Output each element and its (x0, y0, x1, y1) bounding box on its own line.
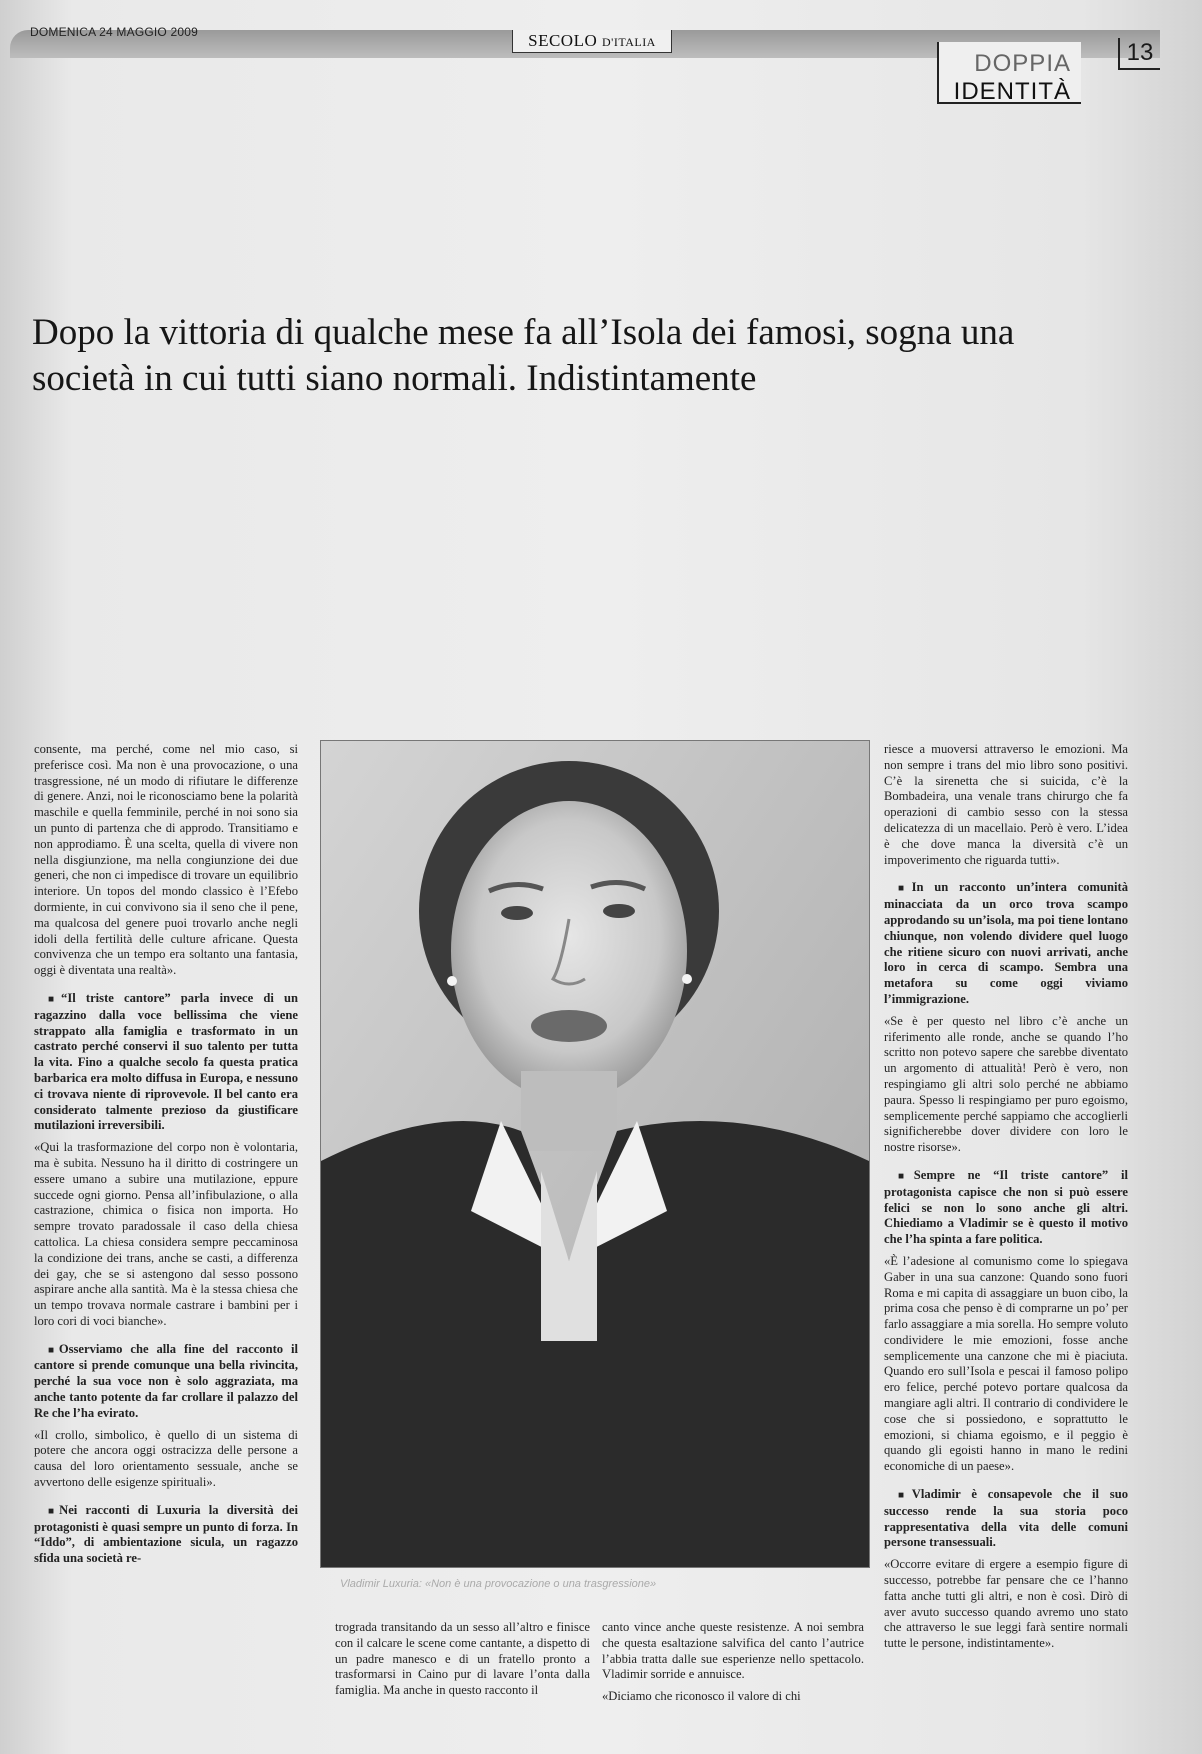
body-paragraph: «Qui la trasformazione del corpo non è volontaria, ma è subita. Nessuno ha il diritto di costringere un essere umano a subire una mutilazione, eppure succede ogni giorno. Pensa all’infibulazione, o alla castrazione, chimica o fisica non importa. Ho sempre trovato paradossale il caso della chiesa cattolica. La chiesa considera sempre peccaminosa la condizione dei trans, anche se casti, a differenza dei gay, che se si astengono dal sesso possono aspirare anche alla santità. Ma è la stessa chiesa che un tempo trovava normale castrare i bambini per i loro cori di voci bianche». (34, 1140, 298, 1328)
issue-date: DOMENICA 24 MAGGIO 2009 (30, 25, 198, 39)
portrait-illustration (321, 741, 869, 1567)
masthead-main: SECOLO (528, 31, 598, 50)
interview-question: ■ Nei racconti di Luxuria la diversità dei protagonisti è quasi sempre un punto di forza. In “Iddo”, di ambientazione sicula, un ragazzo sfida una società re- (34, 1503, 298, 1567)
headline: Dopo la vittoria di qualche mese fa all’Isola dei famosi, sogna una società in cui tutti siano normali. Indistintamente (32, 312, 1015, 399)
text-column-3 (602, 1620, 864, 1720)
interview-question: ■ “Il triste cantore” parla invece di un ragazzino dalla voce bellissima che viene strappato alla famiglia e trasformato in un castrato perché conservi il suo talento per tutta la vita. Fino a qualche secolo fa questa pratica barbarica era molto diffusa in Europa, e nessuno ci trovava niente di riprovevole. Il bel canto era considerato talmente prezioso da giustificare mutilazioni irreversibili. (34, 991, 298, 1134)
interview-question: ■ Sempre ne “Il triste cantore” il protagonista capisce che non si può essere felici se non lo sono anche gli altri. Chiediamo a Vladimir se è questo il motivo che l’ha spinta a fare politica. (884, 1168, 1128, 1248)
body-paragraph: «Occorre evitare di ergere a esempio figure di successo, potrebbe far pensare che ce l’hanno fatta anche tutti gli altri, e non è così. Dirò di aver avuto successo quando avremo uno stato che attraverso le sue leggi farà sentire normali tutte le persone, indistintamente». (884, 1557, 1128, 1651)
body-paragraph: «È l’adesione al comunismo come lo spiegava Gaber in una sua canzone: Quando sono fuori Roma e mi capita di assaggiare un buon cibo, la prima cosa che penso è di comprarne un po’ per farlo assaggiare a mia sorella. Ho sempre voluto condividere le mie emozioni, fosse anche semplicemente una canzone che mi è piaciuta. Quando ero sull’Isola e pescai il famoso polipo ero felice, perché potevo portare qualcosa da mangiare agli altri. Il contrario di condividere le cose che si possiedono, e soprattutto le emozioni, si chiama egoismo, e il peggio è quando gli egoisti hanno in mano le redini economiche di un paese». (884, 1253, 1128, 1474)
masthead (512, 30, 672, 53)
text-column-2 (335, 1620, 590, 1720)
interview-question: ■ Osserviamo che alla fine del racconto il cantore si prende comunque una bella rivincita, perché la sua voce non è solo aggraziata, ma anche tanto potente da far crollare il palazzo del Re che l’ha evirato. (34, 1342, 298, 1422)
section-tag (937, 42, 1081, 104)
masthead-small: D'ITALIA (602, 35, 656, 49)
body-paragraph: «Diciamo che riconosco il valore di chi (602, 1689, 801, 1704)
section-line1: DOPPIA (974, 50, 1071, 77)
body-paragraph: riesce a muoversi attraverso le emozioni. Ma non sempre i trans del mio libro sono positivi. C’è la sirenetta che si suicida, c’è la Bombadeira, una venale trans chirurgo che fa operazioni di cambio sesso con la stessa delicatezza di un macellaio. Però è vero. L’idea è che dove manca la diversità c’è un impoverimento che riguarda tutti». (884, 742, 1128, 867)
body-paragraph: «Il crollo, simbolico, è quello di un sistema di potere che ancora oggi ostracizza delle persone a causa del loro orientamento sessuale, anche se avvertono delle esigenze spirituali». (34, 1427, 298, 1490)
photo-caption: Vladimir Luxuria: «Non è una provocazione o una trasgressione» (340, 1578, 657, 1590)
body-paragraph: canto vince anche queste resistenze. A noi sembra che questa esaltazione salvifica del canto l’autrice l’abbia tratta dalle sue esperienze nello spettacolo. Vladimir sorride e annuisce. (602, 1620, 864, 1682)
body-paragraph: trograda transitando da un sesso all’altro e finisce con il calcare le scene come cantante, a dispetto di un padre manesco e di un fratello pronto a trasformarsi in Caino pur di lavare l’onta dalla famiglia. Ma anche in questo racconto il (335, 1620, 590, 1698)
text-column-4 (884, 742, 1128, 1732)
body-paragraph: «Se è per questo nel libro c’è anche un riferimento alle ronde, anche se quando l’ho scritto non potevo sapere che sarebbe diventato un argomento di attualità! Però è vero, non respingiamo gli altri solo perché ne abbiamo paura. Spesso li respingiamo per puro egoismo, semplicemente perché sappiamo che accoglierli significherebbe dover dividere con loro le nostre risorse». (884, 1013, 1128, 1155)
interview-question: ■ In un racconto un’intera comunità minacciata da un orco trova scampo approdando su un’isola, ma poi tiene lontano chiunque, non volendo dividere quel luogo che ritiene sicuro con nuovi arrivati, anche loro in cerca di scampo. Sembra una metafora su come oggi viviamo l’immigrazione. (884, 880, 1128, 1007)
interview-question: ■ Vladimir è consapevole che il suo successo rende la sua storia poco rappresentativa della vita delle comuni persone transessuali. (884, 1487, 1128, 1551)
text-column-1 (34, 742, 298, 1732)
portrait-photo (320, 740, 870, 1568)
page-number: 13 (1118, 38, 1160, 70)
body-paragraph: consente, ma perché, come nel mio caso, si preferisce così. Ma non è una provocazione, o una trasgressione, né un modo di rifiutare le differenze di genere. Anzi, noi le riconosciamo bene la polarità maschile e quella femminile, perché in noi sono sia un punto di partenza che di approdo. Transitiamo e non approdiamo. È una scelta, quella di vivere non nella disgiunzione, ma nella congiunzione dei due generi, che non ci impedisce di trovare un equilibrio interiore. Un topos del mondo classico è l’Efebo dormiente, in cui convivono sia il seno che il pene, ma qualcosa del genere puoi trovarlo anche negli idoli della fertilità delle culture africane. Questa convivenza che un tempo era soltanto una fantasia, oggi è diventata una realtà». (34, 742, 298, 978)
section-line2: IDENTITÀ (953, 78, 1071, 105)
